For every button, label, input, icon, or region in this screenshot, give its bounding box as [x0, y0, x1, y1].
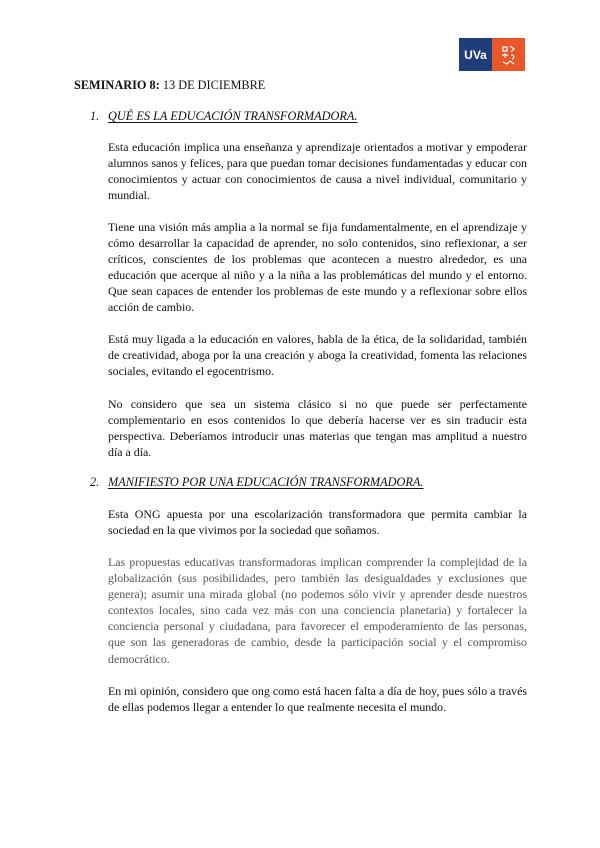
section-2-title [90, 475, 423, 490]
section-2-paragraph-3: En mi opinión, considero que ong como está hacen falta a día de hoy, pues sólo a través de ellas podemos llegar a entender lo que realmente necesita el mundo. [108, 684, 527, 715]
section-1-paragraph-4: No considero que sea un sistema clásico si no que puede ser perfectamente complementario en esos contenidos lo que debería hacerse ver es sin traducir esta perspectiva. Deberíamos introducir unas materias que tengan mas amplitud a nuestro día a día. [108, 397, 527, 460]
section-1-paragraph-1: Esta educación implica una enseñanza y aprendizaje orientados a motivar y empoderar alumnos sanos y felices, para que puedan tomar decisiones fundamentadas y educar con conocimientos y actuar con conocimientos de causa a nivel individual, comunitario y mundial. [108, 140, 527, 203]
seminar-header [74, 78, 265, 93]
section-1-heading: QUÉ ES LA EDUCACIÓN TRANSFORMADORA. [108, 109, 358, 123]
section-1-number: 1. [90, 109, 100, 123]
seminar-date: 13 DE DICIEMBRE [162, 78, 266, 92]
section-2-heading: MANIFIESTO POR UNA EDUCACIÓN TRANSFORMADORA. [108, 475, 424, 489]
section-2-number: 2. [90, 475, 100, 489]
section-1-title [90, 109, 357, 124]
uva-logo [459, 38, 525, 71]
section-1-paragraph-3: Está muy ligada a la educación en valores, habla de la ética, de la solidaridad, también de creatividad, aboga por la una creación y aboga la creatividad, fomenta las relaciones sociales, evitando el egocentrismo. [108, 332, 527, 379]
uva-logo-text: UVa [459, 38, 492, 71]
seminar-label: SEMINARIO 8: [74, 78, 160, 92]
section-1-paragraph-2: Tiene una visión más amplia a la normal se fija fundamentalmente, en el aprendizaje y cómo desarrollar la capacidad de aprender, no solo contenidos, sino reflexionar, a ser críticos, conscientes de los problemas que acontecen a nuestro alrededor, es una educación que acerque al niño y a la niña a las problemáticas del mundo y el entorno. Que sean capaces de entender los problemas de este mundo y a reflexionar sobre ellos acción de cambio. [108, 220, 527, 315]
section-2-paragraph-2: Las propuestas educativas transformadoras implican comprender la complejidad de la globalización (sus posibilidades, pero también las desigualdades y exclusiones que genera); asumir una mirada global (no podemos sólo vivir y aprender desde nuestros contextos locales, sino cada vez más con una conciencia planetaria) y fortalecer la conciencia personal y ciudadana, para favorecer el empoderamiento de las personas, que son las generadoras de cambio, desde la participación social y el compromiso democrático. [108, 555, 527, 666]
section-2-paragraph-1: Esta ONG apuesta por una escolarización transformadora que permita cambiar la sociedad en la que vivimos por la sociedad que soñamos. [108, 507, 527, 538]
uva-emblem-icon [492, 38, 525, 71]
